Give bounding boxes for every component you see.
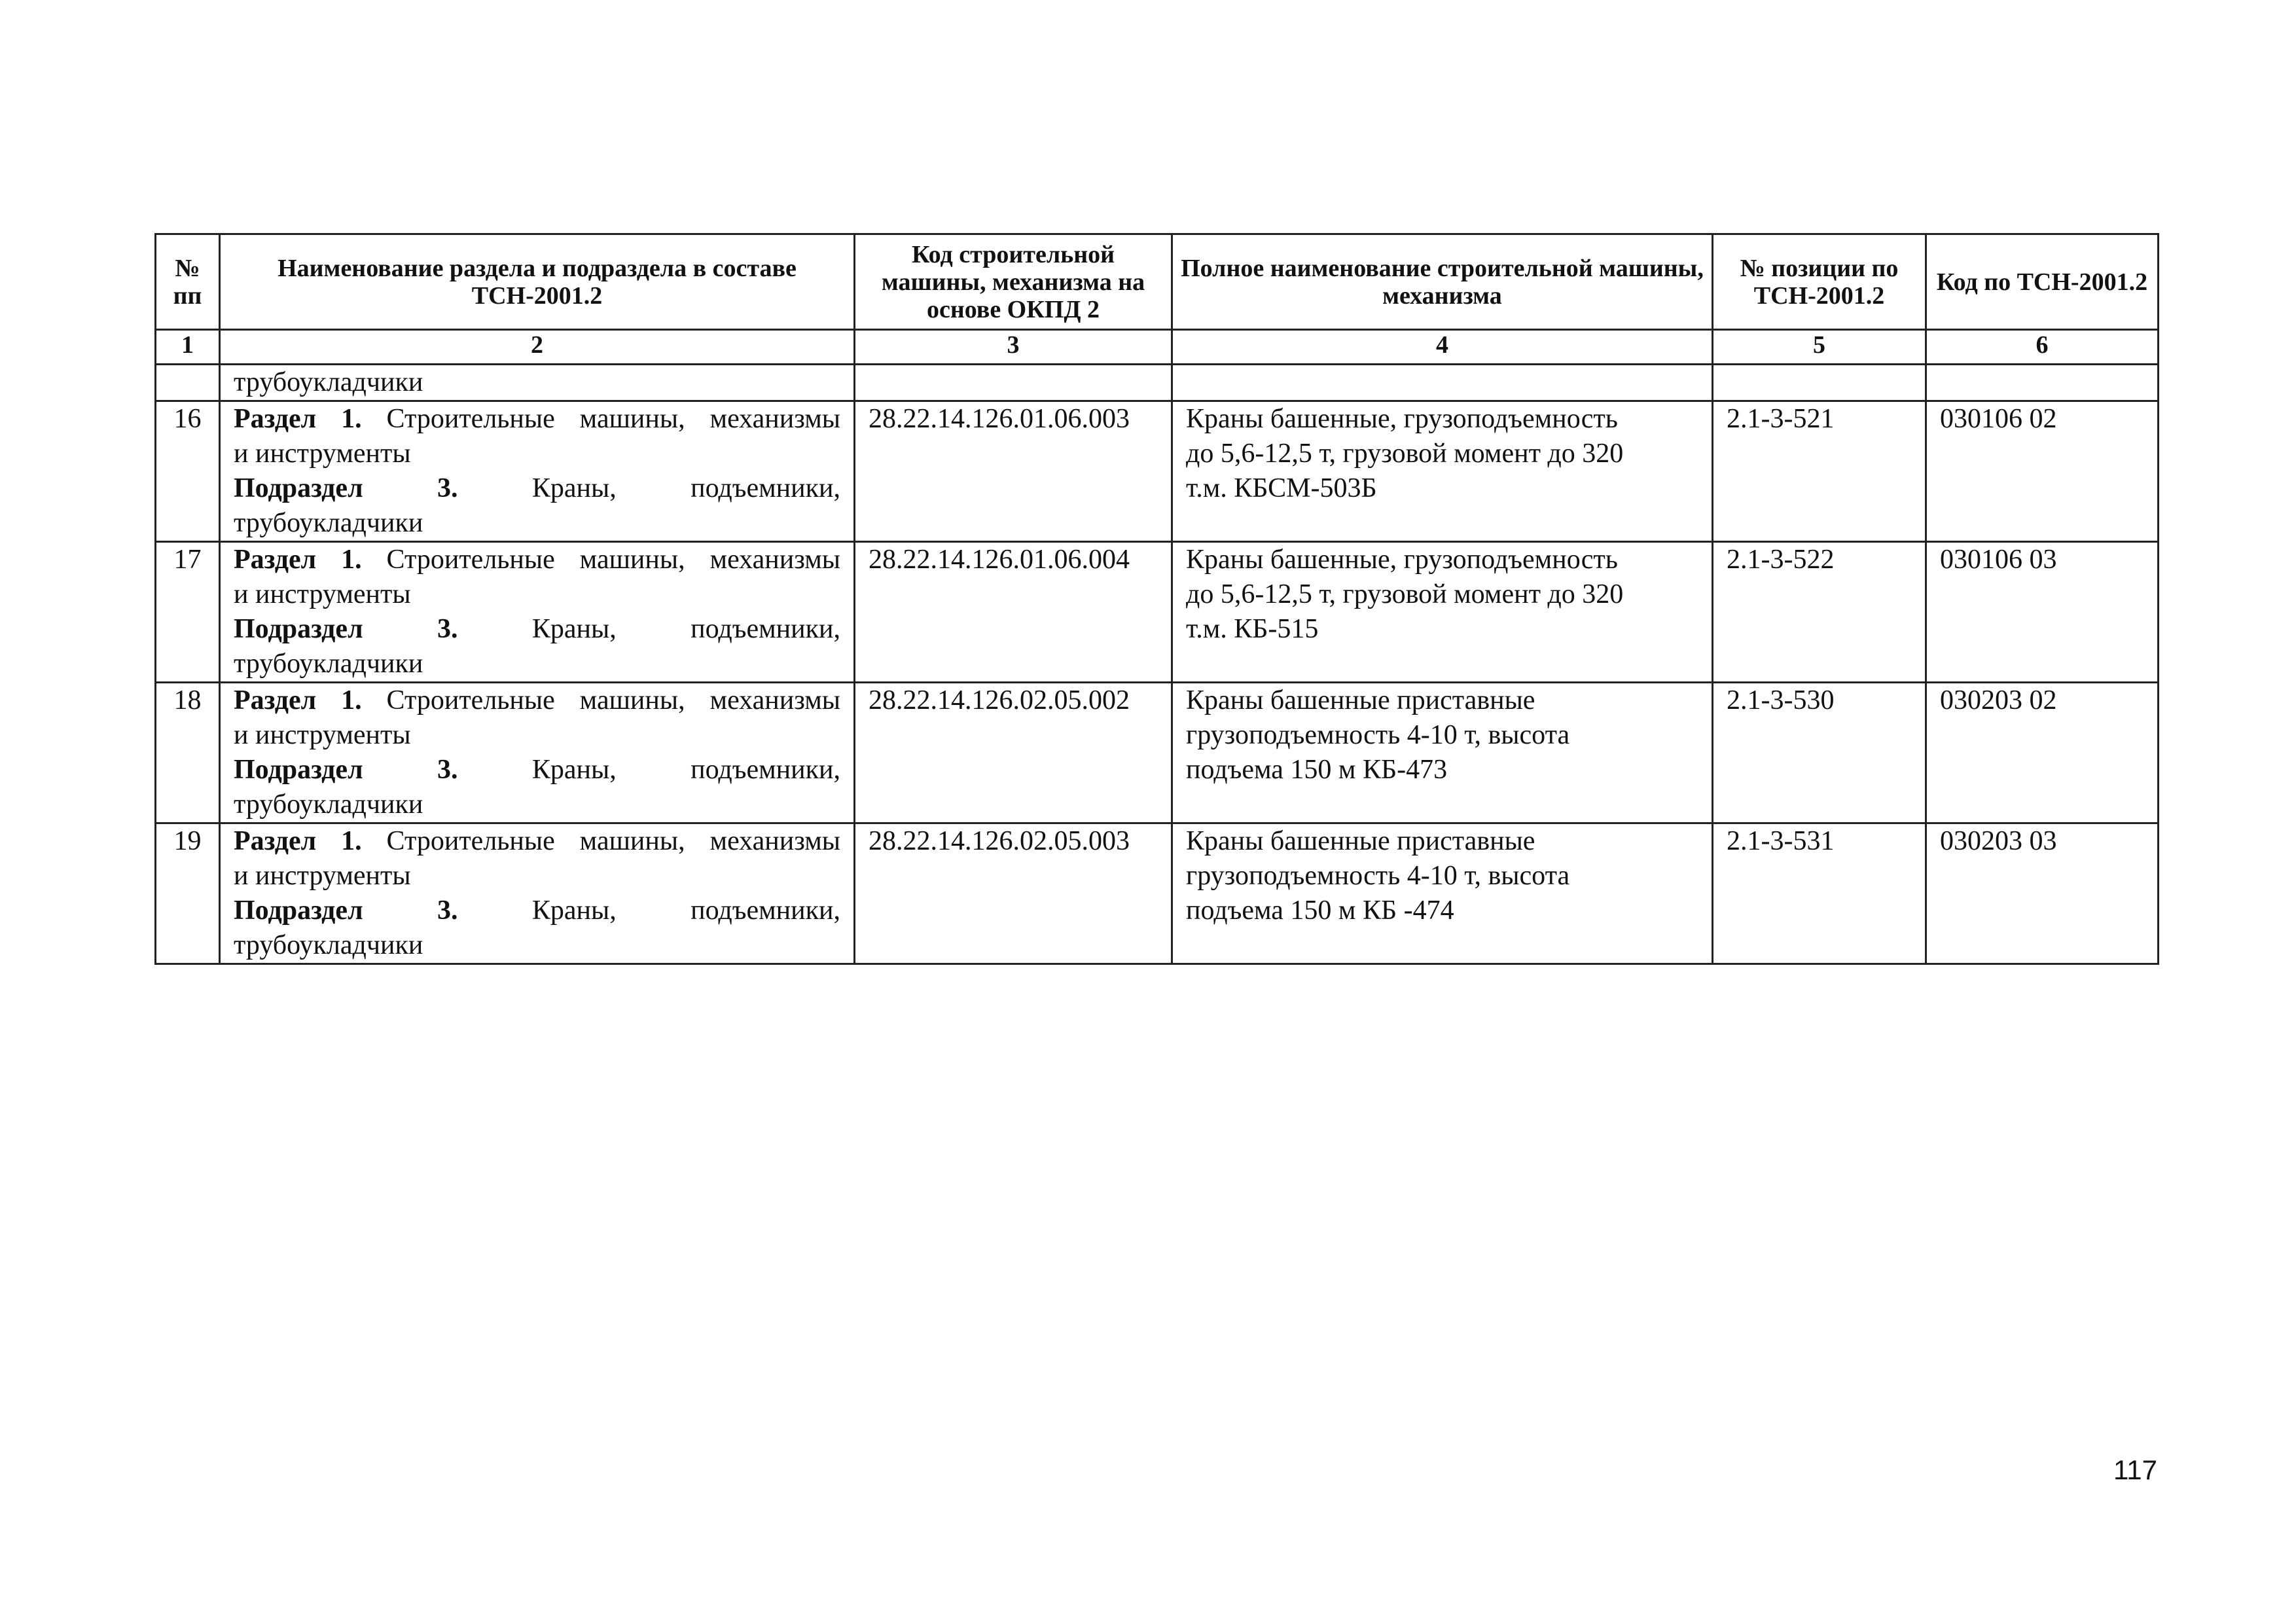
column-number: 4 [1172,330,1713,365]
full-name-cell [1172,683,1713,823]
position-number: 2.1-3-521 [1713,401,1926,542]
tsn-code: 030106 03 [1926,542,2159,683]
header-okpd-code: Код строительной машины, механизма на основе ОКПД 2 [855,234,1172,330]
subsection-line [234,753,840,787]
position-number: 2.1-3-530 [1713,683,1926,823]
tsn-code: 030203 02 [1926,683,2159,823]
section-text-2: и инструменты [234,861,411,891]
continuation-text: трубоукладчики [220,365,855,401]
full-name-cell [1172,401,1713,542]
full-name-line: до 5,6-12,5 т, грузовой момент до 320 [1186,579,1624,609]
section-line [234,543,840,577]
column-number: 1 [156,330,220,365]
table-row [156,683,2159,823]
subsection-text: Краны, подъемники, [531,755,840,785]
full-name-line: Краны башенные, грузоподъемность [1186,404,1618,434]
column-number: 3 [855,330,1172,365]
full-name-line: подъема 150 м КБ-473 [1186,755,1448,785]
subsection-text-2: трубоукладчики [234,649,423,679]
section-text: Строительные машины, механизмы [386,404,840,434]
full-name-line: грузоподъемность 4-10 т, высота [1186,861,1570,891]
subsection-line [234,893,840,928]
header-position: № позиции по ТСН-2001.2 [1713,234,1926,330]
row-number: 19 [156,823,220,964]
continuation-row [156,365,2159,401]
header-num: № пп [156,234,220,330]
section-text: Строительные машины, механизмы [386,826,840,856]
subsection-text-2: трубоукладчики [234,508,423,538]
section-text-2: и инструменты [234,579,411,609]
okpd-code: 28.22.14.126.01.06.004 [855,542,1172,683]
section-label: Раздел 1. [234,545,362,575]
full-name-line: Краны башенные приставные [1186,685,1535,715]
table-row [156,401,2159,542]
section-line [234,402,840,437]
row-number: 16 [156,401,220,542]
section-line [234,824,840,859]
subsection-text-2: трубоукладчики [234,930,423,960]
okpd-code: 28.22.14.126.02.05.002 [855,683,1172,823]
okpd-code: 28.22.14.126.01.06.003 [855,401,1172,542]
full-name-line: до 5,6-12,5 т, грузовой момент до 320 [1186,439,1624,469]
section-text: Строительные машины, механизмы [386,685,840,715]
section-text-2: и инструменты [234,720,411,750]
header-full-name: Полное наименование строительной машины, механизма [1172,234,1713,330]
section-cell [220,823,855,964]
row-number: 18 [156,683,220,823]
subsection-text: Краны, подъемники, [531,614,840,644]
position-number: 2.1-3-531 [1713,823,1926,964]
tsn-code: 030203 03 [1926,823,2159,964]
full-name-line: грузоподъемность 4-10 т, высота [1186,720,1570,750]
column-number: 5 [1713,330,1926,365]
full-name-cell [1172,542,1713,683]
section-line [234,683,840,718]
okpd-code: 28.22.14.126.02.05.003 [855,823,1172,964]
section-label: Раздел 1. [234,826,362,856]
subsection-label: Подраздел 3. [234,614,458,644]
section-label: Раздел 1. [234,404,362,434]
full-name-line: Краны башенные, грузоподъемность [1186,545,1618,575]
subsection-line [234,612,840,647]
subsection-label: Подраздел 3. [234,755,458,785]
full-name-line: т.м. КБСМ-503Б [1186,473,1377,503]
section-label: Раздел 1. [234,685,362,715]
full-name-line: подъема 150 м КБ -474 [1186,895,1454,926]
subsection-label: Подраздел 3. [234,473,458,503]
header-section: Наименование раздела и подраздела в составе ТСН-2001.2 [220,234,855,330]
page-number: 117 [2113,1454,2157,1485]
section-cell [220,683,855,823]
subsection-line [234,471,840,506]
section-cell [220,542,855,683]
section-text-2: и инструменты [234,439,411,469]
position-number: 2.1-3-522 [1713,542,1926,683]
table-row [156,542,2159,683]
full-name-cell [1172,823,1713,964]
subsection-text-2: трубоукладчики [234,789,423,820]
subsection-label: Подраздел 3. [234,895,458,926]
header-code: Код по ТСН-2001.2 [1926,234,2159,330]
full-name-line: Краны башенные приставные [1186,826,1535,856]
subsection-text: Краны, подъемники, [531,473,840,503]
column-number: 2 [220,330,855,365]
section-cell [220,401,855,542]
section-text: Строительные машины, механизмы [386,545,840,575]
tsn-code: 030106 02 [1926,401,2159,542]
header-row [156,234,2159,330]
column-number-row [156,330,2159,365]
machines-table [154,233,2159,965]
full-name-line: т.м. КБ-515 [1186,614,1319,644]
subsection-text: Краны, подъемники, [531,895,840,926]
column-number: 6 [1926,330,2159,365]
table-row [156,823,2159,964]
row-number: 17 [156,542,220,683]
